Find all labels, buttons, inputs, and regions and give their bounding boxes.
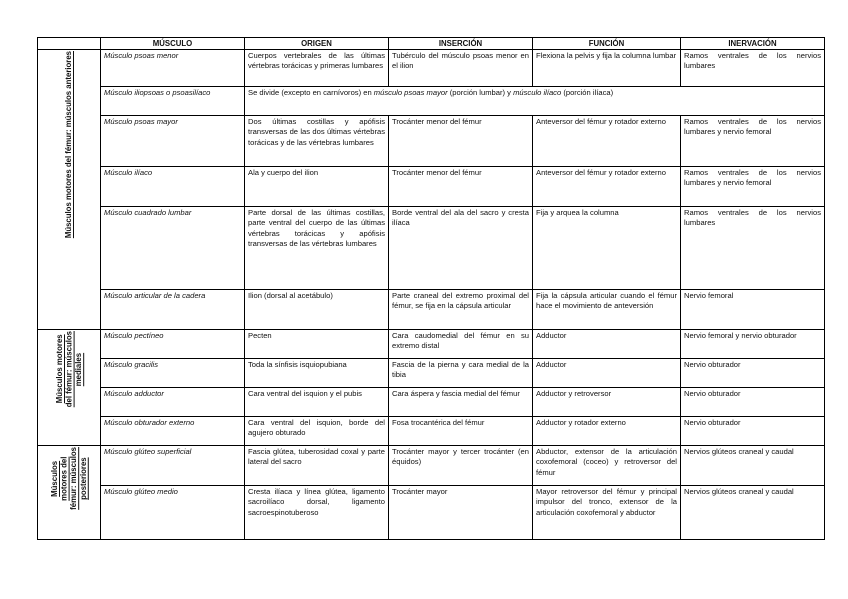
cell-musculo: Músculo pectíneo xyxy=(101,330,245,359)
cell-musculo: Músculo articular de la cadera xyxy=(101,290,245,330)
cell-insercion: Cara áspera y fascia medial del fémur xyxy=(389,388,533,417)
header-row xyxy=(38,38,825,50)
table-row xyxy=(38,359,825,388)
cell-funcion: Flexiona la pelvis y fija la columna lumbar xyxy=(533,50,681,87)
cell-insercion: Trocánter menor del fémur xyxy=(389,116,533,167)
table-row xyxy=(38,50,825,87)
table-row xyxy=(38,116,825,167)
table-row xyxy=(38,207,825,290)
group-label-text: Músculos motores del fémur: músculos anteriores xyxy=(64,51,74,239)
cell-origen: Cara ventral del isquion y el pubis xyxy=(245,388,389,417)
group-label-posteriores xyxy=(38,446,101,540)
group-label-text: Músculos motores del fémur: músculos mediales xyxy=(54,331,83,408)
header-musculo: MÚSCULO xyxy=(101,38,245,50)
cell-funcion: Anteversor del fémur y rotador externo xyxy=(533,167,681,207)
header-funcion: FUNCIÓN xyxy=(533,38,681,50)
cell-funcion: Fija y arquea la columna xyxy=(533,207,681,290)
cell-inervacion: Nervio obturador xyxy=(681,359,825,388)
cell-musculo: Músculo psoas mayor xyxy=(101,116,245,167)
cell-musculo: Músculo ilíaco xyxy=(101,167,245,207)
header-insercion: INSERCIÓN xyxy=(389,38,533,50)
cell-funcion: Adductor y retroversor xyxy=(533,388,681,417)
cell-funcion: Adductor y rotador externo xyxy=(533,417,681,446)
cell-funcion: Mayor retroversor del fémur y principal impulsor del tronco, extensor de la articulación coxofemoral y abductor xyxy=(533,486,681,540)
cell-musculo: Músculo psoas menor xyxy=(101,50,245,87)
cell-origen: Parte dorsal de las últimas costillas, parte ventral del cuerpo de las últimas vértebras torácicas y apófisis transversas de las vértebras lumbares xyxy=(245,207,389,290)
cell-origen: Toda la sínfisis isquiopubiana xyxy=(245,359,389,388)
table-row xyxy=(38,486,825,540)
note-part: Se divide (excepto en carnívoros) en xyxy=(248,88,374,97)
cell-musculo: Músculo iliopsoas o psoasilíaco xyxy=(101,87,245,116)
cell-funcion: Fija la cápsula articular cuando el fémur hace el movimiento de anteversión xyxy=(533,290,681,330)
cell-origen: Cara ventral del isquion, borde del agujero obturado xyxy=(245,417,389,446)
cell-musculo: Músculo adductor xyxy=(101,388,245,417)
cell-inervacion: Ramos ventrales de los nervios lumbares xyxy=(681,50,825,87)
cell-inervacion: Nervio femoral xyxy=(681,290,825,330)
cell-musculo: Músculo cuadrado lumbar xyxy=(101,207,245,290)
cell-musculo: Músculo glúteo superficial xyxy=(101,446,245,486)
cell-origen: Fascia glútea, tuberosidad coxal y parte lateral del sacro xyxy=(245,446,389,486)
header-inervacion: INERVACIÓN xyxy=(681,38,825,50)
cell-inervacion: Ramos ventrales de los nervios lumbares y nervio femoral xyxy=(681,167,825,207)
cell-insercion: Cara caudomedial del fémur en su extremo distal xyxy=(389,330,533,359)
cell-funcion: Anteversor del fémur y rotador externo xyxy=(533,116,681,167)
cell-funcion: Abductor, extensor de la articulación coxofemoral (coceo) y retroversor del fémur xyxy=(533,446,681,486)
header-group xyxy=(38,38,101,50)
cell-origen: Cresta ilíaca y línea glútea, ligamento sacroilíaco dorsal, ligamento sacroespinotuberoso xyxy=(245,486,389,540)
note-part: (porción lumbar) y xyxy=(447,88,514,97)
table-row xyxy=(38,388,825,417)
cell-inervacion: Nervios glúteos craneal y caudal xyxy=(681,486,825,540)
cell-insercion: Trocánter mayor xyxy=(389,486,533,540)
note-part: (porción ilíaca) xyxy=(561,88,614,97)
muscle-table xyxy=(37,37,825,540)
cell-origen: Ala y cuerpo del ilion xyxy=(245,167,389,207)
cell-funcion: Adductor xyxy=(533,330,681,359)
cell-insercion: Fascia de la pierna y cara medial de la tibia xyxy=(389,359,533,388)
cell-origen: Dos últimas costillas y apófisis transversas de las dos últimas vértebras torácicas y de las vértebras lumbares xyxy=(245,116,389,167)
cell-origen: Ilion (dorsal al acetábulo) xyxy=(245,290,389,330)
group-label-mediales xyxy=(38,330,101,446)
cell-inervacion: Ramos ventrales de los nervios lumbares y nervio femoral xyxy=(681,116,825,167)
cell-funcion: Adductor xyxy=(533,359,681,388)
cell-origen: Cuerpos vertebrales de las últimas vértebras torácicas y primeras lumbares xyxy=(245,50,389,87)
cell-insercion: Parte craneal del extremo proximal del fémur, se fija en la cápsula articular xyxy=(389,290,533,330)
cell-musculo: Músculo gracilis xyxy=(101,359,245,388)
cell-insercion: Tubérculo del músculo psoas menor en el ilion xyxy=(389,50,533,87)
note-part-italic: músculo ilíaco xyxy=(513,88,562,97)
cell-insercion: Trocánter menor del fémur xyxy=(389,167,533,207)
header-origen: ORIGEN xyxy=(245,38,389,50)
cell-musculo: Músculo obturador externo xyxy=(101,417,245,446)
cell-span-note xyxy=(245,87,825,116)
cell-insercion: Fosa trocantérica del fémur xyxy=(389,417,533,446)
cell-inervacion: Ramos ventrales de los nervios lumbares xyxy=(681,207,825,290)
table-row xyxy=(38,290,825,330)
table-row xyxy=(38,330,825,359)
table-row xyxy=(38,446,825,486)
group-label-text: Músculos motores del fémur: músculos posteriores xyxy=(49,447,88,510)
cell-inervacion: Nervio obturador xyxy=(681,417,825,446)
group-label-anteriores xyxy=(38,50,101,330)
table-row xyxy=(38,417,825,446)
cell-inervacion: Nervio obturador xyxy=(681,388,825,417)
table-row xyxy=(38,87,825,116)
note-part-italic: músculo psoas mayor xyxy=(373,88,448,97)
cell-origen: Pecten xyxy=(245,330,389,359)
cell-insercion: Trocánter mayor y tercer trocánter (en équidos) xyxy=(389,446,533,486)
cell-inervacion: Nervio femoral y nervio obturador xyxy=(681,330,825,359)
cell-insercion: Borde ventral del ala del sacro y cresta ilíaca xyxy=(389,207,533,290)
table-row xyxy=(38,167,825,207)
cell-inervacion: Nervios glúteos craneal y caudal xyxy=(681,446,825,486)
cell-musculo: Músculo glúteo medio xyxy=(101,486,245,540)
